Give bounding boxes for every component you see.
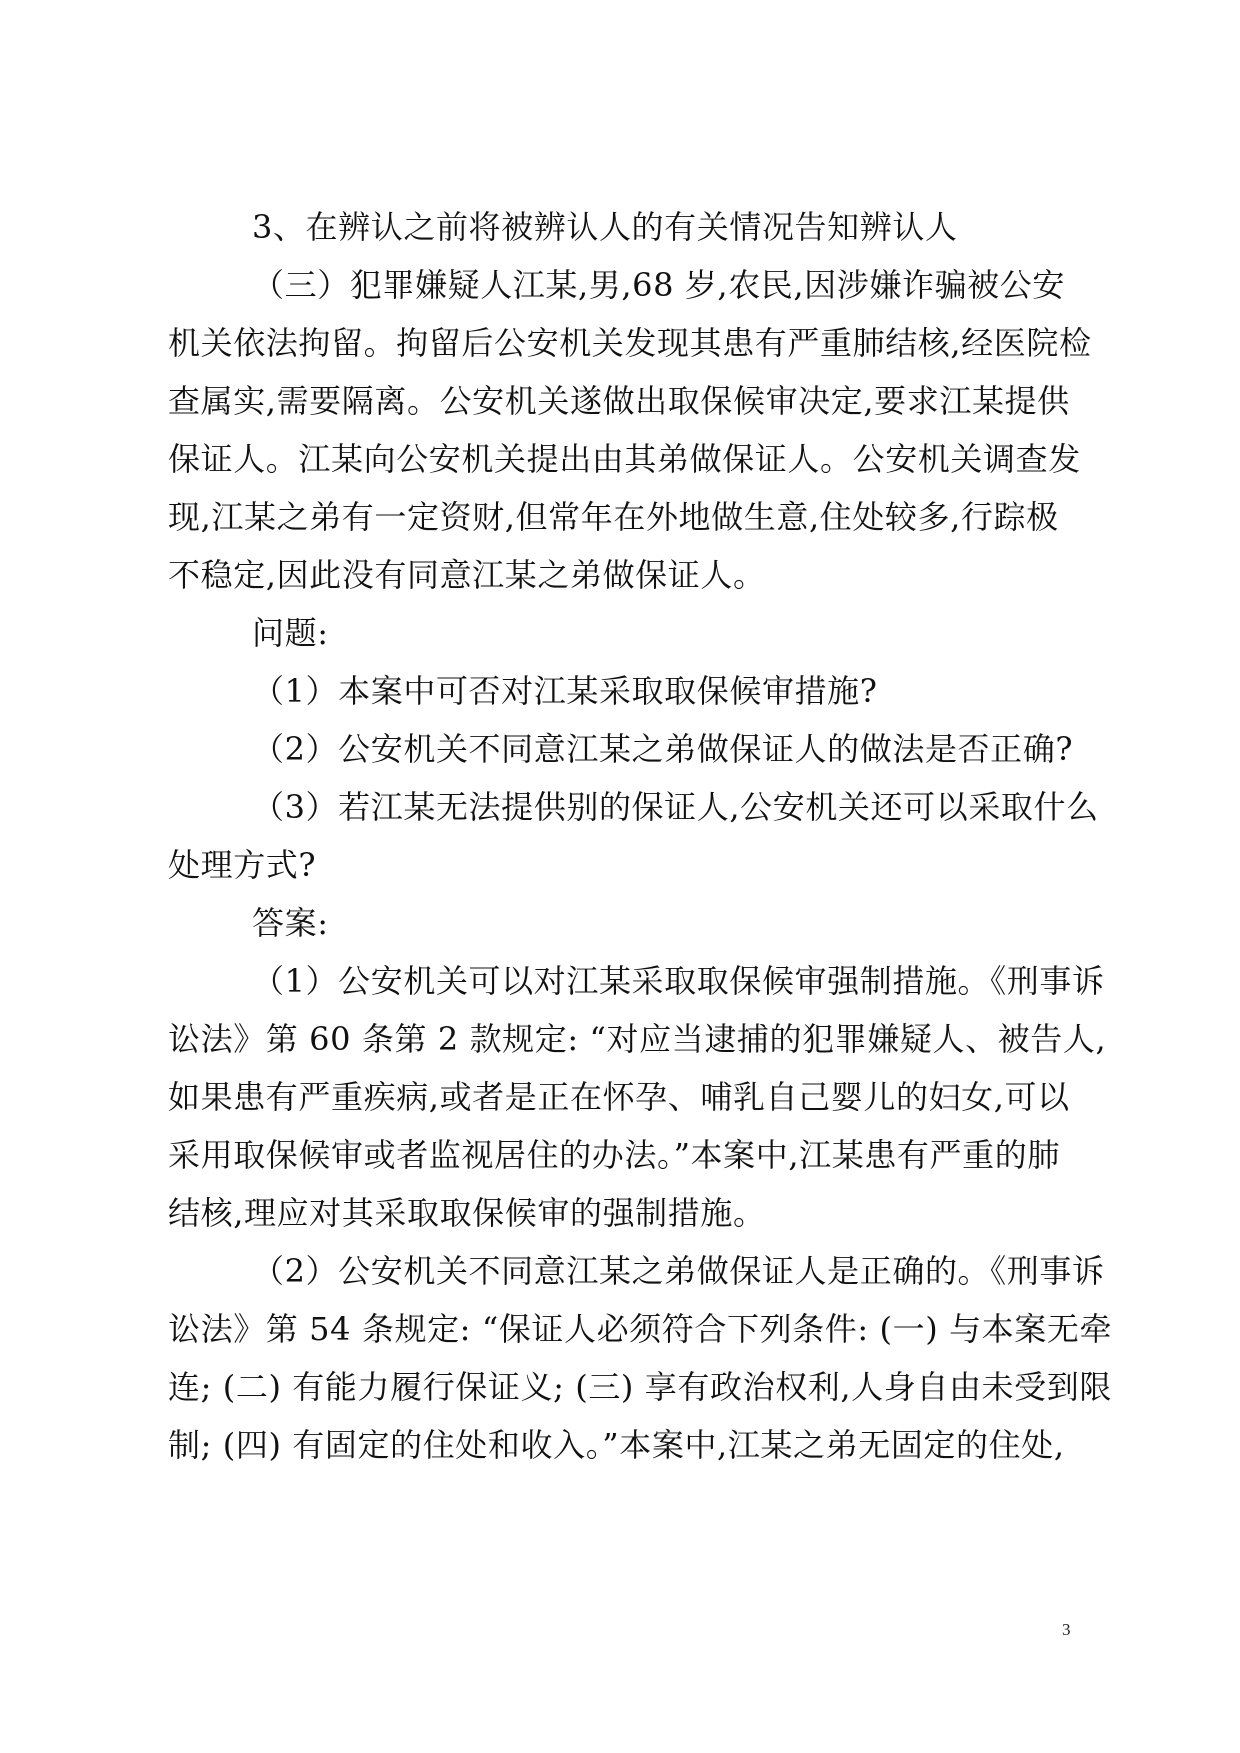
text-line: 讼法》第 54 条规定: “保证人必须符合下列条件: (一) 与本案无牵	[168, 1310, 1113, 1348]
text-line: 不稳定,因此没有同意江某之弟做保证人。	[168, 556, 766, 594]
text-line: （3）若江某无法提供别的保证人,公安机关还可以采取什么	[252, 788, 1099, 826]
text-line: 处理方式?	[168, 846, 317, 884]
text-line: 采用取保候审或者监视居住的办法。”本案中,江某患有严重的肺	[168, 1136, 1060, 1174]
page-number: 3	[1062, 1620, 1071, 1639]
text-line: 连; (二) 有能力履行保证义; (三) 享有政治权利,人身自由未受到限	[168, 1368, 1112, 1406]
text-line: （三）犯罪嫌疑人江某,男,68 岁,农民,因涉嫌诈骗被公安	[252, 266, 1065, 304]
text-line: 现,江某之弟有一定资财,但常年在外地做生意,住处较多,行踪极	[168, 498, 1059, 536]
text-line: （2）公安机关不同意江某之弟做保证人是正确的。《刑事诉	[252, 1252, 1105, 1290]
text-line: 制; (四) 有固定的住处和收入。”本案中,江某之弟无固定的住处,	[168, 1426, 1065, 1464]
text-line: 机关依法拘留。拘留后公安机关发现其患有严重肺结核,经医院检	[168, 324, 1092, 362]
text-line: 查属实,需要隔离。公安机关遂做出取保候审决定,要求江某提供	[168, 382, 1070, 420]
text-line: 结核,理应对其采取取保候审的强制措施。	[168, 1194, 766, 1232]
text-line: （2）公安机关不同意江某之弟做保证人的做法是否正确?	[252, 730, 1074, 768]
text-line: 保证人。江某向公安机关提出由其弟做保证人。公安机关调查发	[168, 440, 1081, 478]
text-line: 如果患有严重疾病,或者是正在怀孕、哺乳自己婴儿的妇女,可以	[168, 1078, 1070, 1116]
text-line: 讼法》第 60 条第 2 款规定: “对应当逮捕的犯罪嫌疑人、被告人,	[168, 1020, 1107, 1058]
text-line: 问题:	[252, 614, 329, 652]
text-line: 答案:	[252, 904, 329, 942]
text-line: （1）公安机关可以对江某采取取保候审强制措施。《刑事诉	[252, 962, 1105, 1000]
text-line: （1）本案中可否对江某采取取保候审措施?	[252, 672, 878, 710]
text-line: 3、在辨认之前将被辨认人的有关情况告知辨认人	[252, 208, 958, 246]
